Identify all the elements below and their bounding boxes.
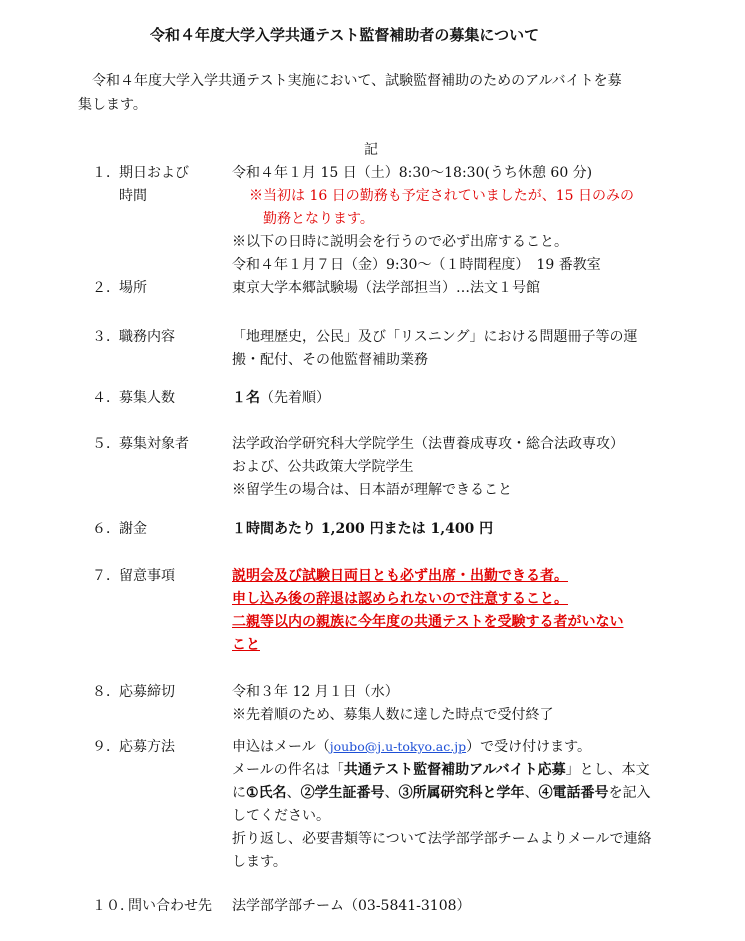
item-10-contact: 法学部学部チーム（03-5841-3108） — [232, 898, 471, 914]
item-3-label: 職務内容 — [119, 329, 175, 345]
item-6-label: 謝金 — [119, 521, 147, 537]
item-2-location: 東京大学本郷試験場（法学部担当）…法文１号館 — [232, 280, 540, 296]
item-5-label: 募集対象者 — [119, 436, 189, 452]
document-title: 令和４年度大学入学共通テスト監督補助者の募集について — [150, 26, 540, 44]
field-department-year: ③所属研究科と学年 — [398, 785, 525, 801]
item-6-number: ６． — [92, 521, 120, 537]
item-8-deadline-note: ※先着順のため、募集人数に達した時点で受付終了 — [232, 707, 554, 723]
item-9-line-1-b: ）で受け付けます。 — [466, 739, 591, 755]
item-7-caution-line-3: 二親等以内の親族に今年度の共通テストを受験する者がいない — [232, 614, 624, 630]
item-4-count: １名 — [232, 390, 260, 406]
item-2-label: 場所 — [119, 280, 147, 296]
item-10-number: １０． — [92, 898, 134, 914]
item-1-number: １． — [92, 165, 120, 181]
item-7-caution-line-1: 説明会及び試験日両日とも必ず出席・出勤できる者。 — [232, 568, 568, 584]
item-7-caution-line-2: 申し込み後の辞退は認められないので注意すること。 — [232, 591, 568, 607]
item-9-line-6: します。 — [232, 854, 287, 870]
item-5-number: ５． — [92, 436, 120, 452]
item-9-line-3-a: に — [232, 785, 246, 801]
item-4-value — [232, 389, 330, 407]
item-2-number: ２． — [92, 280, 120, 296]
item-1-briefing-datetime: 令和４年１月７日（金）9:30～（１時間程度） 19 番教室 — [232, 257, 601, 273]
item-6-pay: １時間あたり 1,200 円または 1,400 円 — [232, 521, 494, 537]
item-3-duties-line-2: 搬・配付、その他監督補助業務 — [232, 352, 428, 368]
item-9-line-2-c: 」とし、本文 — [565, 762, 650, 778]
item-1-notice-line-1: ※当初は 16 日の勤務も予定されていましたが、15 日のみの — [249, 188, 634, 204]
item-3-duties-line-1: 「地理歴史，公民」及び「リスニング」における問題冊子等の運 — [232, 329, 638, 345]
item-10-label: 問い合わせ先 — [128, 898, 212, 914]
item-4-note: （先着順） — [260, 390, 330, 406]
item-9-sep-2: 、 — [384, 785, 399, 801]
item-8-label: 応募締切 — [119, 684, 175, 700]
item-9-line-2 — [232, 761, 650, 779]
intro-line-2: 集します。 — [78, 97, 147, 113]
intro-line-1: 令和４年度大学入学共通テスト実施において、試験監督補助のためのアルバイトを募 — [92, 73, 622, 89]
field-phone: ④電話番号 — [538, 785, 609, 801]
item-9-number: ９． — [92, 739, 120, 755]
item-9-line-3 — [232, 784, 651, 802]
item-1-date-time: 令和４年１月 15 日（土）8:30～18:30(うち休憩 60 分) — [232, 165, 593, 181]
item-1-notice-line-2: 勤務となります。 — [263, 211, 374, 227]
ki-heading: 記 — [364, 142, 378, 158]
item-9-line-1 — [232, 738, 591, 756]
email-link[interactable]: joubo@j.u-tokyo.ac.jp — [329, 739, 467, 754]
item-9-line-1-a: 申込はメール（ — [232, 739, 330, 755]
item-9-line-3-end: を記入 — [608, 785, 651, 801]
item-5-target-line-2: および、公共政策大学院学生 — [232, 459, 414, 475]
item-9-subject: 共通テスト監督補助アルバイト応募 — [343, 762, 566, 778]
item-9-line-5: 折り返し、必要書類等について法学部学部チームよりメールで連絡 — [232, 831, 652, 847]
item-9-line-2-a: メールの件名は「 — [232, 762, 344, 778]
item-3-number: ３． — [92, 329, 120, 345]
item-9-sep-3: 、 — [524, 785, 539, 801]
item-7-number: ７． — [92, 568, 120, 584]
item-9-line-4: してください。 — [232, 808, 330, 824]
item-1-briefing-note: ※以下の日時に説明会を行うので必ず出席すること。 — [232, 234, 568, 250]
item-5-target-note: ※留学生の場合は、日本語が理解できること — [232, 482, 512, 498]
field-name: ①氏名 — [246, 785, 287, 801]
item-1-label-line-1: 期日および — [119, 165, 189, 181]
field-student-id: ②学生証番号 — [300, 785, 385, 801]
item-7-caution-line-4: こと — [232, 637, 260, 653]
item-5-target-line-1: 法学政治学研究科大学院学生（法曹養成専攻・総合法政専攻） — [232, 436, 624, 452]
item-7-label: 留意事項 — [119, 568, 175, 584]
item-9-sep-1: 、 — [286, 785, 301, 801]
item-1-label-line-2: 時間 — [119, 188, 147, 204]
item-4-label: 募集人数 — [119, 390, 175, 406]
item-8-number: ８． — [92, 684, 120, 700]
item-9-label: 応募方法 — [119, 739, 175, 755]
item-8-deadline: 令和３年 12 月１日（水） — [232, 684, 399, 700]
item-4-number: ４． — [92, 390, 120, 406]
